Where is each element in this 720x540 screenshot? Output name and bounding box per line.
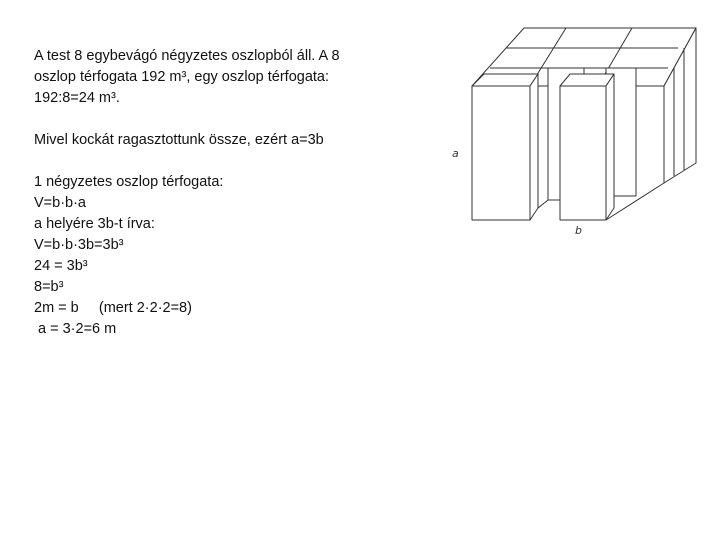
label-b: b: [575, 224, 582, 237]
label-a: a: [452, 147, 459, 160]
paragraph3-line7: 2m = b (mert 2·2·2=8): [34, 300, 192, 316]
paragraph3-line3: a helyére 3b-t írva:: [34, 216, 155, 232]
paragraph2-line1: Mivel kockát ragasztottunk össze, ezért a=3b: [34, 132, 324, 148]
paragraph3-line1: 1 négyzetes oszlop térfogata:: [34, 174, 224, 190]
solution-text: [34, 46, 434, 340]
front-right-column-face: [560, 86, 606, 220]
paragraph3-line6: 8=b³: [34, 279, 64, 295]
front-left-column-side: [530, 74, 538, 220]
paragraph3-line5: 24 = 3b³: [34, 258, 88, 274]
front-right-column-side: [606, 74, 614, 220]
prism-columns-figure: [440, 20, 720, 250]
paragraph3-line8: a = 3·2=6 m: [34, 321, 117, 337]
paragraph3-line4: V=b·b·3b=3b³: [34, 237, 124, 253]
front-right-column-top: [560, 74, 614, 86]
paragraph1-line2: oszlop térfogata 192 m³, egy oszlop térfogata:: [34, 69, 330, 85]
front-left-column-top: [472, 74, 538, 86]
front-left-column-face: [472, 86, 530, 220]
paragraph3-line2: V=b·b·a: [34, 195, 86, 211]
paragraph1-line1: A test 8 egybevágó négyzetes oszlopból áll. A 8: [34, 48, 340, 64]
paragraph1-line3: 192:8=24 m³.: [34, 90, 120, 106]
